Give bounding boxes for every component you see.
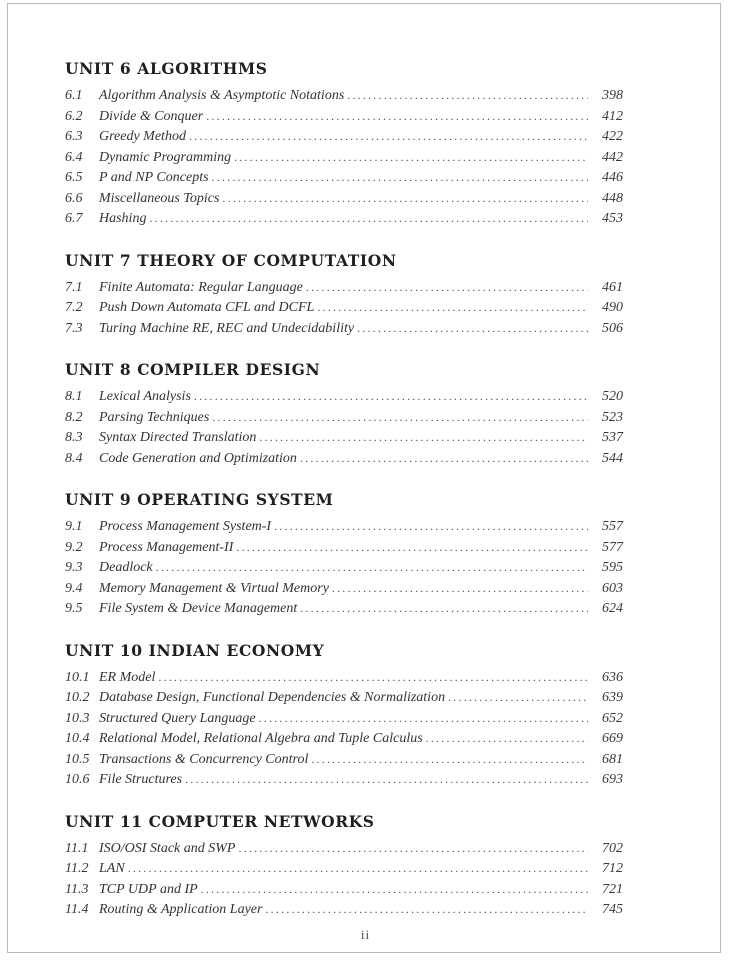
entry-page-number: 624 xyxy=(602,601,623,616)
toc-entry-row xyxy=(65,601,623,622)
entry-page-number: 557 xyxy=(602,519,623,534)
dot-leader xyxy=(357,321,588,336)
toc-entry-row xyxy=(65,882,623,903)
entry-number: 6.7 xyxy=(65,211,83,226)
footer-page-number: ii xyxy=(360,927,371,942)
entry-title: Process Management System-I xyxy=(99,519,272,534)
entry-title: Transactions & Concurrency Control xyxy=(99,751,309,767)
entry-number: 9.3 xyxy=(65,560,83,575)
entry-title: Code Generation and Optimization xyxy=(99,450,297,466)
unit-heading: UNIT 8 COMPILER DESIGN xyxy=(65,360,321,379)
dot-leader xyxy=(259,430,588,445)
toc-entry-row xyxy=(65,731,623,752)
dot-leader xyxy=(206,109,588,124)
dot-leader xyxy=(234,150,588,165)
entry-title: Turing Machine RE, REC and Undecidability xyxy=(99,320,355,336)
toc-entry-row xyxy=(65,690,623,711)
dot-leader xyxy=(158,670,588,685)
entry-page-number: 693 xyxy=(602,772,623,787)
unit-entries xyxy=(65,519,623,622)
entry-title: Greedy Method xyxy=(99,129,186,144)
dot-leader xyxy=(332,581,588,596)
entry-page-number: 639 xyxy=(602,690,623,705)
entry-page-number: 422 xyxy=(602,129,623,144)
toc xyxy=(65,60,623,923)
toc-entry-row xyxy=(65,841,623,862)
entry-title: Dynamic Programming xyxy=(99,149,232,165)
entry-title: Syntax Directed Translation xyxy=(99,430,257,445)
entry-number: 9.2 xyxy=(65,539,83,555)
entry-title: Finite Automata: Regular Language xyxy=(99,279,303,295)
dot-leader xyxy=(317,300,588,315)
entry-number: 7.3 xyxy=(65,320,83,336)
entry-page-number: 712 xyxy=(602,861,623,876)
toc-entry-row xyxy=(65,581,623,602)
toc-unit xyxy=(65,361,623,471)
toc-entry-row xyxy=(65,211,623,232)
entry-number: 10.4 xyxy=(65,731,90,746)
toc-entry-row xyxy=(65,519,623,540)
entry-page-number: 506 xyxy=(602,320,623,336)
dot-leader xyxy=(212,410,588,425)
entry-number: 6.2 xyxy=(65,108,83,124)
entry-title: Process Management-II xyxy=(99,539,234,555)
entry-title: File System & Device Management xyxy=(99,601,298,616)
entry-title: Structured Query Language xyxy=(99,710,256,726)
entry-title: Hashing xyxy=(99,211,147,226)
dot-leader xyxy=(306,280,588,295)
entry-title: ER Model xyxy=(99,669,156,685)
entry-number: 8.2 xyxy=(65,409,83,425)
entry-title: Lexical Analysis xyxy=(99,389,191,404)
entry-page-number: 636 xyxy=(602,669,623,685)
entry-number: 11.3 xyxy=(65,881,89,897)
dot-leader xyxy=(426,731,588,746)
unit-entries xyxy=(65,389,623,471)
entry-title: P and NP Concepts xyxy=(99,170,209,185)
entry-title: Memory Management & Virtual Memory xyxy=(99,580,329,596)
toc-unit xyxy=(65,491,623,622)
entry-page-number: 702 xyxy=(602,840,623,856)
toc-unit xyxy=(65,252,623,342)
unit-entries xyxy=(65,88,623,232)
entry-number: 7.2 xyxy=(65,300,83,315)
dot-leader xyxy=(201,882,588,897)
toc-unit xyxy=(65,813,623,923)
toc-entry-row xyxy=(65,109,623,130)
toc-entry-row xyxy=(65,389,623,410)
toc-entry-row xyxy=(65,170,623,191)
entry-page-number: 603 xyxy=(602,580,623,596)
unit-heading: UNIT 11 COMPUTER NETWORKS xyxy=(65,811,375,831)
entry-number: 6.1 xyxy=(65,88,83,103)
entry-page-number: 523 xyxy=(602,409,623,425)
entry-number: 9.1 xyxy=(65,519,83,534)
entry-number: 10.5 xyxy=(65,751,90,767)
dot-leader xyxy=(448,690,588,705)
entry-number: 6.4 xyxy=(65,149,83,165)
entry-page-number: 669 xyxy=(602,731,623,746)
unit-heading: UNIT 9 OPERATING SYSTEM xyxy=(65,490,334,509)
entry-page-number: 745 xyxy=(602,902,623,917)
toc-entry-row xyxy=(65,280,623,301)
entry-page-number: 721 xyxy=(602,881,623,897)
toc-entry-row xyxy=(65,752,623,773)
entry-number: 11.4 xyxy=(65,902,89,917)
entry-title: Deadlock xyxy=(99,560,153,575)
entry-title: Database Design, Functional Dependencies & Normalization xyxy=(99,690,446,705)
entry-page-number: 446 xyxy=(602,170,623,185)
dot-leader xyxy=(156,560,588,575)
unit-entries xyxy=(65,841,623,923)
dot-leader xyxy=(194,389,588,404)
toc-entry-row xyxy=(65,191,623,212)
entry-page-number: 398 xyxy=(602,88,623,103)
toc-entry-row xyxy=(65,321,623,342)
entry-title: LAN xyxy=(99,861,125,876)
entry-page-number: 544 xyxy=(602,450,623,466)
entry-number: 6.5 xyxy=(65,170,83,185)
entry-number: 8.4 xyxy=(65,450,83,466)
entry-number: 8.1 xyxy=(65,389,83,404)
toc-unit xyxy=(65,60,623,232)
toc-unit xyxy=(65,642,623,793)
toc-entry-row xyxy=(65,902,623,923)
entry-page-number: 681 xyxy=(602,751,623,767)
unit-heading: UNIT 6 ALGORITHMS xyxy=(65,59,268,78)
dot-leader xyxy=(311,752,588,767)
entry-page-number: 490 xyxy=(602,300,623,315)
unit-heading: UNIT 7 THEORY OF COMPUTATION xyxy=(65,250,397,270)
entry-number: 11.2 xyxy=(65,861,89,876)
toc-entry-row xyxy=(65,560,623,581)
toc-entry-row xyxy=(65,150,623,171)
dot-leader xyxy=(222,191,588,206)
toc-entry-row xyxy=(65,88,623,109)
entry-title: Miscellaneous Topics xyxy=(99,190,220,206)
entry-title: ISO/OSI Stack and SWP xyxy=(99,840,236,856)
dot-leader xyxy=(149,211,588,226)
entry-page-number: 652 xyxy=(602,710,623,726)
entry-title: Parsing Techniques xyxy=(99,409,210,425)
dot-leader xyxy=(212,170,588,185)
entry-number: 9.5 xyxy=(65,601,83,616)
entry-title: Algorithm Analysis & Asymptotic Notations xyxy=(99,88,345,103)
toc-entry-row xyxy=(65,410,623,431)
entry-title: Push Down Automata CFL and DCFL xyxy=(99,300,315,315)
entry-title: Relational Model, Relational Algebra and Tuple Calculus xyxy=(99,731,423,746)
entry-page-number: 453 xyxy=(602,211,623,226)
entry-number: 10.6 xyxy=(65,772,90,787)
entry-number: 9.4 xyxy=(65,580,83,596)
dot-leader xyxy=(300,451,588,466)
toc-entry-row xyxy=(65,129,623,150)
dot-leader xyxy=(259,711,588,726)
unit-entries xyxy=(65,280,623,342)
entry-page-number: 520 xyxy=(602,389,623,404)
toc-entry-row xyxy=(65,772,623,793)
entry-title: Routing & Application Layer xyxy=(99,902,263,917)
dot-leader xyxy=(265,902,588,917)
entry-title: File Structures xyxy=(99,772,183,787)
entry-title: TCP UDP and IP xyxy=(99,881,198,897)
unit-entries xyxy=(65,670,623,793)
entry-number: 6.3 xyxy=(65,129,83,144)
entry-number: 11.1 xyxy=(65,840,89,856)
toc-entry-row xyxy=(65,670,623,691)
toc-entry-row xyxy=(65,711,623,732)
entry-page-number: 412 xyxy=(602,108,623,124)
dot-leader xyxy=(128,861,588,876)
entry-page-number: 595 xyxy=(602,560,623,575)
dot-leader xyxy=(274,519,588,534)
entry-page-number: 442 xyxy=(602,149,623,165)
entry-number: 10.1 xyxy=(65,669,90,685)
dot-leader xyxy=(238,841,588,856)
dot-leader xyxy=(189,129,588,144)
entry-page-number: 448 xyxy=(602,190,623,206)
entry-number: 10.3 xyxy=(65,710,90,726)
dot-leader xyxy=(236,540,588,555)
entry-number: 8.3 xyxy=(65,430,83,445)
dot-leader xyxy=(300,601,588,616)
entry-page-number: 461 xyxy=(602,279,623,295)
toc-entry-row xyxy=(65,540,623,561)
entry-number: 6.6 xyxy=(65,190,83,206)
toc-entry-row xyxy=(65,430,623,451)
unit-heading: UNIT 10 INDIAN ECONOMY xyxy=(65,640,325,660)
entry-page-number: 577 xyxy=(602,539,623,555)
entry-page-number: 537 xyxy=(602,430,623,445)
toc-entry-row xyxy=(65,451,623,472)
entry-title: Divide & Conquer xyxy=(99,108,204,124)
toc-entry-row xyxy=(65,861,623,882)
entry-number: 10.2 xyxy=(65,690,90,705)
dot-leader xyxy=(185,772,588,787)
dot-leader xyxy=(347,88,588,103)
toc-entry-row xyxy=(65,300,623,321)
entry-number: 7.1 xyxy=(65,279,83,295)
